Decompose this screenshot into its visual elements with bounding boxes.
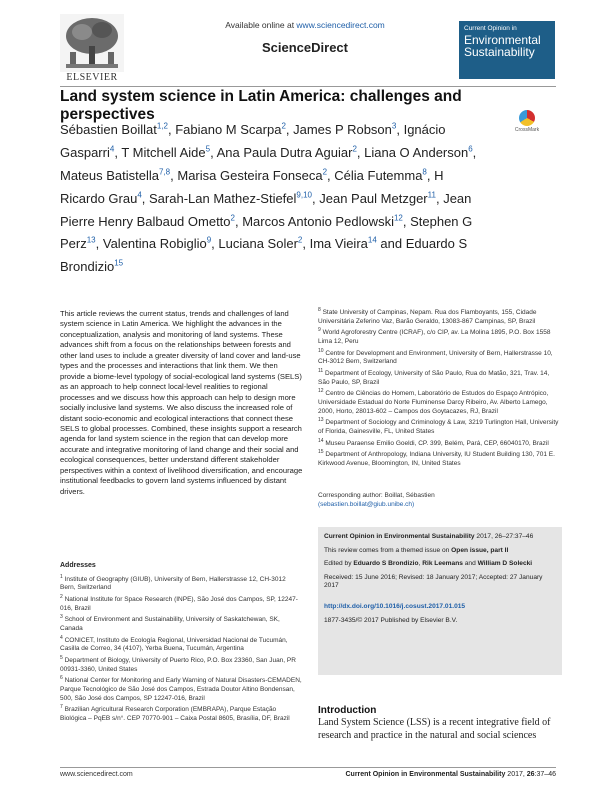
address-item — [60, 703, 303, 723]
author-name: Ima Vieira — [309, 236, 368, 252]
footer-divider — [60, 767, 556, 768]
address-text: Department of Sociology and Criminology & Law, 3219 Turlington Hall, University of Florida, Gainesville, FL, United States — [318, 419, 559, 436]
author-separator: , — [356, 145, 365, 161]
address-text: CONICET, Instituto de Ecología Regional, Universidad Nacional de Tucumán, Casilla de Correo, 34 (4107), Yerba Buena, Tucumán, Argentina — [60, 636, 288, 653]
sciencedirect-wordmark: ScienceDirect — [262, 40, 348, 55]
address-item — [60, 654, 303, 674]
address-number: 14 — [318, 437, 324, 444]
footer-citation — [290, 771, 556, 778]
address-number: 3 — [60, 614, 63, 621]
author-name: Stephen G Perz — [60, 213, 473, 252]
author-separator: , — [327, 167, 335, 183]
journal-cover-line2: Environmental — [464, 33, 541, 47]
author-affiliation-ref[interactable]: 9,10 — [296, 190, 312, 200]
author-name: Sébastien Boillat — [60, 122, 157, 138]
author-affiliation-ref[interactable]: 13 — [86, 236, 96, 246]
author-name: Célia Futemma — [334, 167, 423, 183]
author-entry — [175, 122, 293, 137]
addresses-list-right — [318, 306, 562, 469]
author-name: Ana Paula Dutra Aguiar — [216, 145, 353, 161]
author-entry — [60, 122, 175, 137]
author-separator: , — [402, 213, 411, 229]
address-item — [318, 367, 562, 387]
address-number: 1 — [60, 573, 63, 580]
editor-name: William D Solecki — [477, 560, 533, 568]
address-number: 4 — [60, 634, 63, 641]
author-separator: , — [167, 122, 176, 138]
author-affiliation-ref[interactable]: 12 — [393, 213, 403, 223]
address-item — [318, 387, 562, 416]
author-affiliation-ref[interactable]: 3 — [391, 122, 397, 131]
author-affiliation-ref[interactable]: 2 — [297, 236, 303, 246]
editor-name: Eduardo S Brondizio — [353, 560, 419, 568]
doi-link[interactable]: http://dx.doi.org/10.1016/j.cosust.2017.01.015 — [324, 602, 466, 610]
author-separator: , — [234, 213, 243, 229]
address-text: Centre for Development and Environment, University of Bern, Hallerstrasse 10, CH-3012 Bern, Switzerland — [318, 349, 553, 366]
publisher-name: ELSEVIER — [66, 72, 118, 83]
footer-journal-name: Current Opinion in Environmental Sustainability — [345, 771, 506, 778]
author-name: Sarah-Lan Mathez-Stiefel — [149, 190, 297, 206]
address-text: Department of Ecology, University of São Paulo, Rua do Matão, 321, Trav. 14, São Paulo, SP, Brazil — [318, 370, 550, 386]
author-separator: , — [312, 190, 320, 206]
corresponding-author-email-link[interactable]: (sebastien.boillat@giub.unibe.ch) — [318, 500, 415, 508]
address-text: Brazilian Agricultural Research Corporation (EMBRAPA), Parque Estação Biológica – PqEB s/n°. CEP 70770-901 – Caixa Postal 8605, Brasília, DF, Brazil — [60, 706, 290, 722]
author-separator: , — [426, 167, 435, 183]
address-number: 9 — [318, 327, 321, 334]
address-text: World Agroforestry Centre (ICRAF), c/o CIP, av. La Molina 1895, P.O. Box 1558 Lima 12, Peru — [318, 329, 551, 346]
address-item — [318, 347, 562, 367]
journal-cover-line3: Sustainability — [464, 45, 535, 59]
editors-line — [324, 560, 556, 569]
footer-pages: :37–46 — [534, 771, 556, 778]
author-entry — [242, 214, 410, 229]
address-item — [60, 634, 303, 654]
footer-year: 2017, — [505, 771, 527, 778]
author-separator: , — [435, 190, 444, 206]
author-affiliation-ref[interactable]: 2 — [322, 167, 328, 177]
author-separator: , — [210, 145, 217, 161]
abstract: This article reviews the current status, trends and challenges of land system science in Latin America. We highlight the advances in the conceptualization, analysis and monitoring of land systems. These advances shift from a focus on the relationships between forests and other land uses to include a greater diversity of land cover and land-use types and the processes and interactions that link them. We then provide a biome-level typology of social-ecological land systems (SELS) as an approach to help connect local-level realities to regional processes and we discuss how this approach can help to design more socially inclusive land systems. We also discuss the increased role of distant socio-economic and ecological interactions that connect these SELS to global processes. Combined, these insights support a research agenda for land system science in the region that can develop more accurate and integrative monitoring of land change and their social and ecological consequences, better understand different stakeholder perspectives within a context of livelihood diversification, and encourage institutional feedbacks to govern land systems influenced by distant drivers. — [60, 309, 303, 496]
author-affiliation-ref[interactable]: 4 — [109, 144, 115, 154]
themed-issue-name: Open issue, part II — [451, 546, 509, 554]
editors-prefix: Edited by — [324, 560, 354, 568]
header-divider — [60, 86, 556, 87]
journal-name: Current Opinion in Environmental Sustainability — [324, 533, 475, 540]
crossmark-label: CrossMark — [514, 127, 540, 133]
author-name: Eduardo S Brondizio — [60, 236, 468, 275]
author-affiliation-ref[interactable]: 5 — [205, 144, 211, 154]
author-entry — [310, 236, 406, 251]
addresses-list-left — [60, 573, 303, 724]
address-item — [318, 448, 562, 468]
author-entry — [364, 145, 476, 160]
address-text: Department of Biology, University of Puerto Rico, P.O. Box 23360, San Juan, PR 00931-3360, United States — [60, 657, 296, 673]
address-item — [318, 306, 562, 326]
author-entry — [121, 145, 216, 160]
citation-line — [324, 533, 556, 542]
author-affiliation-ref[interactable]: 2 — [281, 122, 286, 131]
address-item — [318, 326, 562, 346]
address-text: School of Environment and Sustainability, University of Saskatchewan, SK, Canada — [60, 616, 280, 633]
addresses-heading: Addresses — [60, 562, 96, 569]
author-name: Marisa Gesteira Fonseca — [177, 167, 323, 183]
available-online-prefix: Available online at — [225, 20, 297, 30]
address-item — [60, 573, 303, 593]
address-number: 2 — [60, 593, 63, 600]
author-affiliation-ref[interactable]: 1,2 — [156, 122, 168, 131]
address-number: 15 — [318, 449, 324, 456]
author-name: Jean Paul Metzger — [319, 190, 428, 206]
address-item — [318, 416, 562, 436]
introduction-heading: Introduction — [318, 705, 377, 716]
author-name: Fabiano M Scarpa — [175, 122, 282, 138]
author-affiliation-ref[interactable]: 2 — [352, 144, 357, 154]
author-name: Jean Pierre Henry Balbaud Ometto — [60, 190, 472, 229]
footer-sciencedirect-link[interactable]: www.sciencedirect.com — [60, 771, 133, 778]
address-number: 10 — [318, 347, 324, 354]
corresponding-author — [318, 492, 562, 509]
author-separator: , — [285, 122, 294, 138]
author-entry — [293, 122, 403, 137]
themed-issue-line — [324, 547, 556, 556]
address-item — [60, 593, 303, 613]
address-text: Department of Anthropology, Indiana University, IU Student Building 130, 701 E. Kirkwood Avenue, Bloomington, IN, United States — [318, 451, 555, 468]
author-entry — [177, 168, 334, 183]
author-separator: , — [141, 190, 149, 206]
address-number: 12 — [318, 388, 324, 395]
author-name: T Mitchell Aide — [121, 145, 206, 161]
address-number: 13 — [318, 417, 324, 424]
address-text: National Institute for Space Research (INPE), São José dos Campos, SP, 12247-016, Brazil — [60, 596, 298, 612]
author-separator: , — [95, 236, 103, 252]
themed-issue-prefix: This review comes from a themed issue on — [324, 546, 452, 554]
crossmark-badge[interactable] — [507, 110, 547, 140]
author-affiliation-ref[interactable]: 7,8 — [159, 167, 171, 177]
author-affiliation-ref[interactable]: 9 — [206, 236, 212, 246]
citation-volume: 2017, 26–27:37–46 — [474, 533, 534, 540]
author-separator: , — [472, 145, 477, 161]
author-entry — [319, 191, 443, 206]
address-item — [60, 613, 303, 633]
address-item — [318, 437, 562, 449]
elsevier-tree-icon — [60, 14, 124, 72]
sciencedirect-url-link[interactable]: www.sciencedirect.com — [296, 20, 385, 30]
article-dates: Received: 15 June 2016; Revised: 18 January 2017; Accepted: 27 January 2017 — [324, 573, 543, 590]
introduction-text: Land System Science (LSS) is a recent integrative field of research and practice in the natural and social sciences — [318, 717, 551, 741]
corresponding-author-label: Corresponding author: Boillat, Sébastien — [318, 492, 435, 499]
address-number: 8 — [318, 307, 321, 313]
address-number: 5 — [60, 654, 63, 661]
elsevier-logo — [60, 14, 124, 84]
author-entry — [103, 236, 219, 251]
author-separator: , — [170, 167, 178, 183]
address-text: Institute of Geography (GIUB), University of Bern, Hallerstrasse 12, CH-3012 Bern, Switzerland — [60, 575, 286, 592]
available-online-line — [150, 20, 460, 30]
author-affiliation-ref[interactable]: 14 — [367, 236, 377, 246]
address-text: National Center for Monitoring and Early Warning of Natural Disasters-CEMADEN, Parque Tecnológico de São José dos Campos, Estrada Doutor Altino Bondensan, 500, São José dos Campos, SP 12247-016, Brazil — [60, 677, 302, 702]
author-name: H Ricardo Grau — [60, 167, 444, 206]
address-text: Centro de Ciências do Homem, Laboratório de Estudos do Espaço Antrópico, Universidade Estadual do Norte Fluminense Darcy Ribeiro, Av. Alberto Lamego, 2000, Horto, 28013-602 – Campos dos Goytacazes, RJ, Brazil — [318, 390, 549, 415]
author-affiliation-ref[interactable]: 15 — [114, 258, 124, 268]
author-separator: , — [114, 145, 122, 161]
author-name: Mateus Batistella — [60, 167, 159, 183]
address-number: 6 — [60, 675, 63, 682]
journal-cover-box — [459, 21, 555, 79]
author-entry — [217, 145, 365, 160]
address-number: 11 — [318, 368, 324, 375]
author-separator: , — [302, 236, 310, 252]
author-name: Ignácio Gasparri — [60, 122, 446, 161]
author-affiliation-ref[interactable]: 6 — [468, 144, 473, 154]
author-affiliation-ref[interactable]: 11 — [427, 190, 436, 200]
editor-separator: and — [462, 560, 478, 568]
author-separator: , — [396, 122, 404, 138]
author-name: Liana O Anderson — [364, 145, 469, 161]
author-affiliation-ref[interactable]: 2 — [230, 213, 235, 223]
article-title: Land system science in Latin America: challenges and perspectives — [60, 88, 462, 123]
author-separator: and — [376, 236, 406, 252]
crossmark-icon — [519, 110, 535, 126]
author-separator: , — [211, 236, 219, 252]
issn-copyright: 1877-3435/© 2017 Published by Elsevier B.V. — [324, 616, 458, 624]
author-name: Luciana Soler — [218, 236, 298, 252]
editor-name: Rik Leemans — [422, 560, 463, 568]
author-affiliation-ref[interactable]: 4 — [137, 190, 142, 200]
journal-cover-line1: Current Opinion in — [464, 25, 517, 32]
author-entry — [60, 168, 177, 183]
author-name: Valentina Robiglio — [102, 236, 207, 252]
author-affiliation-ref[interactable]: 8 — [422, 167, 427, 177]
author-entry — [334, 168, 434, 183]
addresses-section — [60, 562, 303, 724]
footer-volume: 26 — [526, 771, 535, 778]
article-info-box — [318, 527, 562, 675]
editor-separator: , — [418, 560, 423, 568]
author-name: Marcos Antonio Pedlowski — [242, 213, 394, 229]
author-name: James P Robson — [293, 122, 392, 138]
author-entry — [218, 236, 309, 251]
address-text: Museu Paraense Emilio Goeldi, CP. 399, Belém, Pará, CEP, 66040170, Brazil — [325, 439, 549, 447]
address-number: 7 — [60, 704, 63, 711]
author-entry — [149, 191, 319, 206]
address-text: State University of Campinas, Nepam. Rua dos Flamboyants, 155, Cidade Universitária Zeferino Vaz, Barão Geraldo, 13083-867 Campinas, SP, Brazil — [318, 309, 537, 325]
address-item — [60, 674, 303, 703]
author-list — [60, 117, 490, 277]
